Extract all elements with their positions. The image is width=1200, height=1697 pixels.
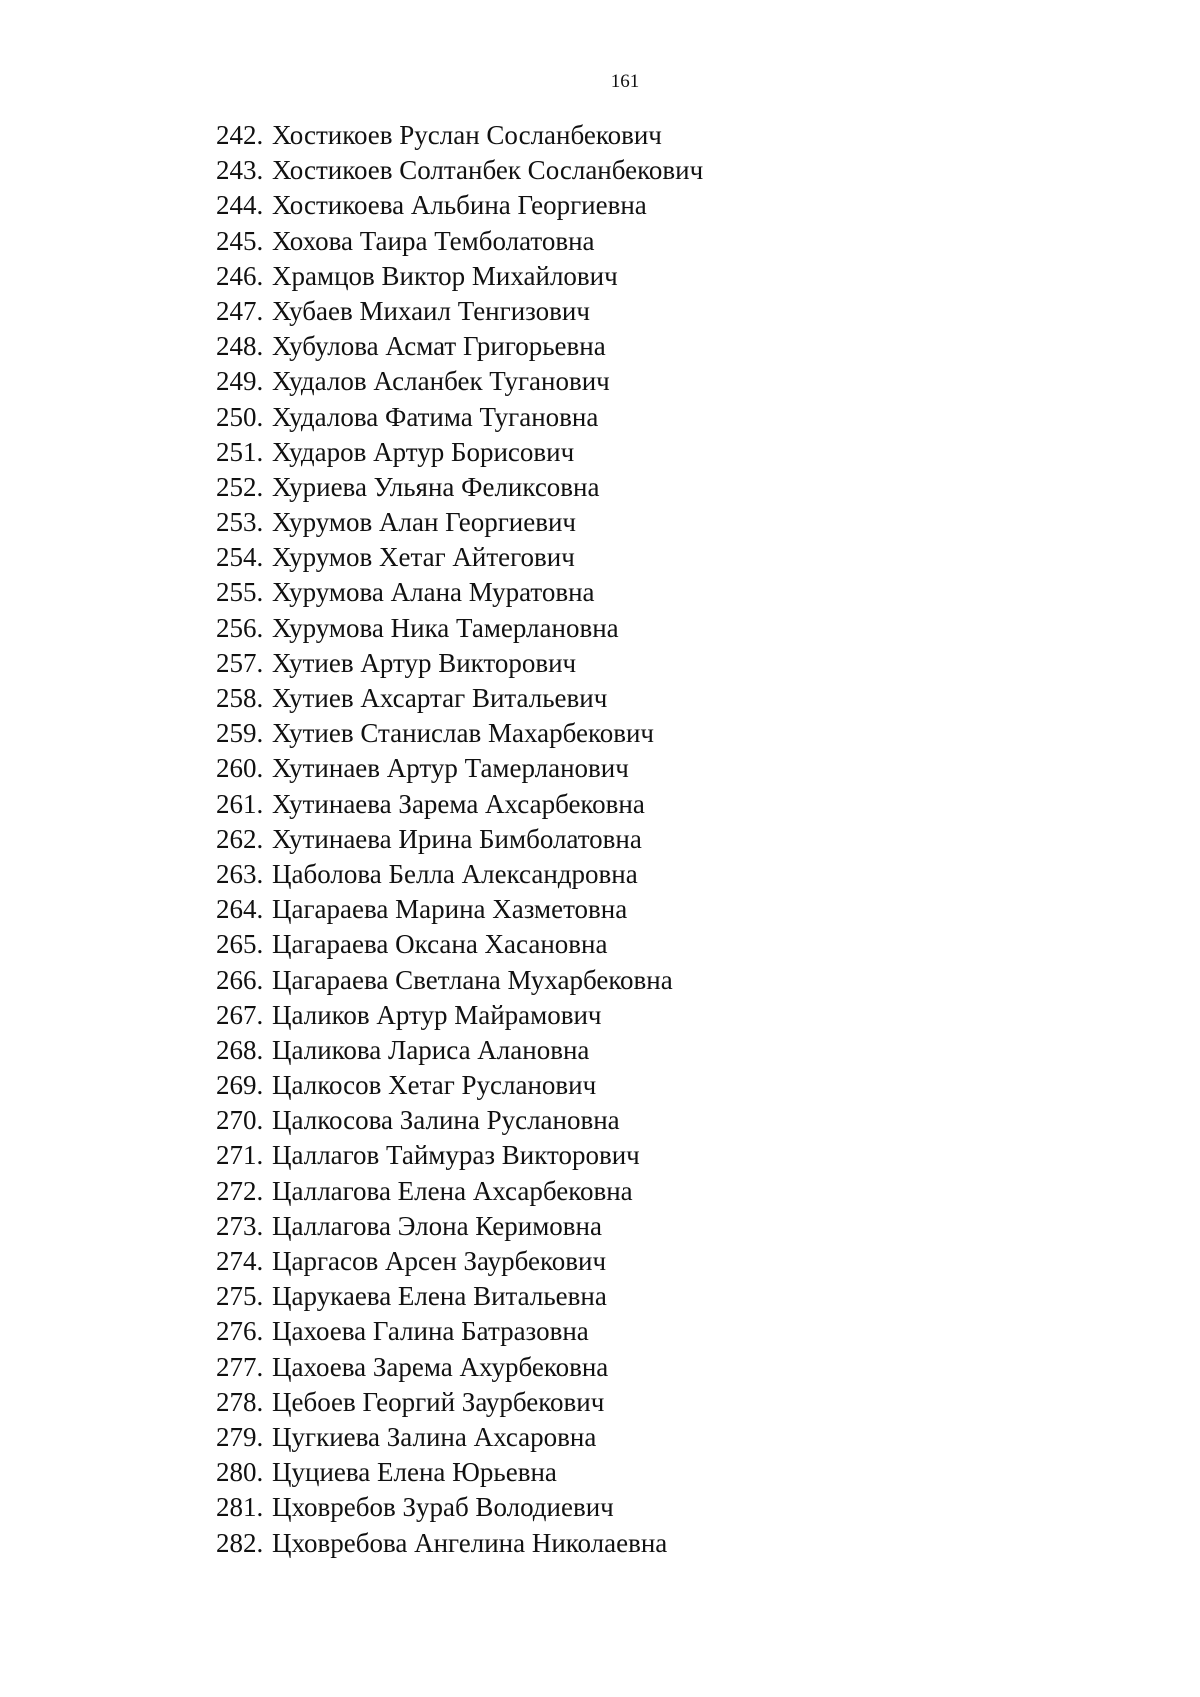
item-number: 246. <box>216 260 264 291</box>
item-number: 245. <box>216 225 264 256</box>
list-item <box>216 224 703 259</box>
list-item <box>216 1174 703 1209</box>
list-item <box>216 505 703 540</box>
item-name: Хостикоев Руслан Сосланбекович <box>272 120 662 150</box>
item-name: Храмцов Виктор Михайлович <box>272 260 618 291</box>
list-item <box>216 1103 703 1138</box>
item-number: 276. <box>216 1316 264 1347</box>
item-name: Цуциева Елена Юрьевна <box>272 1457 557 1488</box>
item-name: Хурумов Хетаг Айтегович <box>272 542 575 573</box>
item-name: Хутиев Ахсартаг Витальевич <box>272 683 608 713</box>
list-item <box>216 1033 703 1068</box>
item-number: 249. <box>216 366 264 397</box>
list-item <box>216 751 703 786</box>
item-number: 282. <box>216 1527 264 1558</box>
list-item <box>216 716 703 751</box>
list-item <box>216 364 703 399</box>
item-number: 251. <box>216 436 264 467</box>
item-number: 273. <box>216 1210 264 1241</box>
list-item <box>216 1244 703 1279</box>
list-item <box>216 1455 703 1490</box>
item-name: Хутинаева Ирина Бимболатовна <box>272 823 642 854</box>
list-item <box>216 259 703 294</box>
list-item <box>216 1314 703 1349</box>
item-name: Цховребов Зураб Володиевич <box>272 1492 614 1523</box>
item-name: Цаликов Артур Майрамович <box>272 999 602 1030</box>
item-name: Цаболова Белла Александровна <box>272 858 638 889</box>
item-number: 279. <box>216 1421 264 1452</box>
item-name: Худалова Фатима Тугановна <box>272 401 599 432</box>
item-name: Цаллагова Елена Ахсарбековна <box>272 1175 633 1206</box>
item-name: Хутиев Артур Викторович <box>272 647 577 678</box>
item-number: 275. <box>216 1281 264 1312</box>
list-item <box>216 329 703 364</box>
list-item <box>216 892 703 927</box>
item-name: Цаликова Лариса Алановна <box>272 1034 590 1065</box>
list-item <box>216 153 703 188</box>
item-name: Хостикоева Альбина Георгиевна <box>272 190 647 221</box>
item-number: 264. <box>216 894 264 925</box>
item-number: 271. <box>216 1140 264 1171</box>
item-number: 252. <box>216 471 264 502</box>
list-item <box>216 294 703 329</box>
list-item <box>216 1068 703 1103</box>
item-number: 259. <box>216 718 264 749</box>
list-item <box>216 998 703 1033</box>
list-item <box>216 927 703 962</box>
item-name: Цебоев Георгий Заурбекович <box>272 1386 605 1417</box>
item-number: 255. <box>216 577 264 608</box>
list-item <box>216 435 703 470</box>
item-number: 256. <box>216 612 264 643</box>
list-item <box>216 1350 703 1385</box>
item-number: 277. <box>216 1351 264 1382</box>
item-name: Хурумова Ника Тамерлановна <box>272 612 619 643</box>
item-number: 278. <box>216 1386 264 1417</box>
list-item <box>216 1385 703 1420</box>
item-number: 258. <box>216 683 264 713</box>
item-name: Цагараева Светлана Мухарбековна <box>272 964 673 995</box>
list-item <box>216 1209 703 1244</box>
item-number: 272. <box>216 1175 264 1206</box>
item-name: Цалкосова Залина Руслановна <box>272 1105 620 1136</box>
item-number: 270. <box>216 1105 264 1136</box>
list-item <box>216 188 703 223</box>
item-name: Хутиев Станислав Махарбекович <box>272 718 654 749</box>
list-item <box>216 540 703 575</box>
item-name: Цахоева Зарема Ахурбековна <box>272 1351 609 1382</box>
item-name: Хостикоев Солтанбек Сосланбекович <box>272 155 704 186</box>
item-number: 268. <box>216 1034 264 1065</box>
item-name: Хутинаев Артур Тамерланович <box>272 753 629 784</box>
item-name: Худалов Асланбек Туганович <box>272 366 610 397</box>
list-item <box>216 963 703 998</box>
list-item <box>216 470 703 505</box>
name-list <box>216 118 703 1561</box>
item-name: Хубаев Михаил Тенгизович <box>272 295 590 326</box>
list-item <box>216 1526 703 1561</box>
item-number: 269. <box>216 1070 264 1101</box>
item-number: 262. <box>216 823 264 854</box>
item-name: Цахоева Галина Батразовна <box>272 1316 589 1347</box>
item-name: Цалкосов Хетаг Русланович <box>272 1070 597 1101</box>
item-number: 267. <box>216 999 264 1030</box>
item-name: Хурумова Алана Муратовна <box>272 577 595 608</box>
item-number: 242. <box>216 120 264 150</box>
item-name: Цаллагова Элона Керимовна <box>272 1210 602 1241</box>
list-item <box>216 1490 703 1525</box>
item-number: 247. <box>216 295 264 326</box>
item-name: Цаллагов Таймураз Викторович <box>272 1140 640 1171</box>
list-item <box>216 575 703 610</box>
item-number: 253. <box>216 507 264 538</box>
item-number: 248. <box>216 331 264 362</box>
item-name: Цугкиева Залина Ахсаровна <box>272 1421 597 1452</box>
item-name: Цагараева Марина Хазметовна <box>272 894 628 925</box>
item-number: 266. <box>216 964 264 995</box>
item-number: 244. <box>216 190 264 221</box>
item-number: 280. <box>216 1457 264 1488</box>
item-name: Цагараева Оксана Хасановна <box>272 929 608 960</box>
item-number: 281. <box>216 1492 264 1523</box>
item-name: Хуриева Ульяна Феликсовна <box>272 471 600 502</box>
list-item <box>216 611 703 646</box>
item-name: Хубулова Асмат Григорьевна <box>272 331 606 362</box>
list-item <box>216 400 703 435</box>
list-item <box>216 118 703 153</box>
item-number: 263. <box>216 858 264 889</box>
item-number: 274. <box>216 1246 264 1276</box>
list-item <box>216 822 703 857</box>
item-number: 243. <box>216 155 264 186</box>
page-number: 161 <box>610 71 640 92</box>
item-name: Хурумов Алан Георгиевич <box>272 507 576 538</box>
list-item <box>216 1138 703 1173</box>
item-name: Цховребова Ангелина Николаевна <box>272 1527 668 1558</box>
item-number: 265. <box>216 929 264 960</box>
item-number: 257. <box>216 647 264 678</box>
item-number: 261. <box>216 788 264 819</box>
item-name: Хударов Артур Борисович <box>272 436 575 467</box>
item-name: Хохова Таира Темболатовна <box>272 225 595 256</box>
item-name: Хутинаева Зарема Ахсарбековна <box>272 788 645 819</box>
list-item <box>216 681 703 716</box>
item-name: Царукаева Елена Витальевна <box>272 1281 607 1312</box>
item-name: Царгасов Арсен Заурбекович <box>272 1246 607 1276</box>
list-item <box>216 646 703 681</box>
item-number: 260. <box>216 753 264 784</box>
list-item <box>216 1279 703 1314</box>
item-number: 250. <box>216 401 264 432</box>
list-item <box>216 1420 703 1455</box>
item-number: 254. <box>216 542 264 573</box>
list-item <box>216 787 703 822</box>
list-item <box>216 857 703 892</box>
